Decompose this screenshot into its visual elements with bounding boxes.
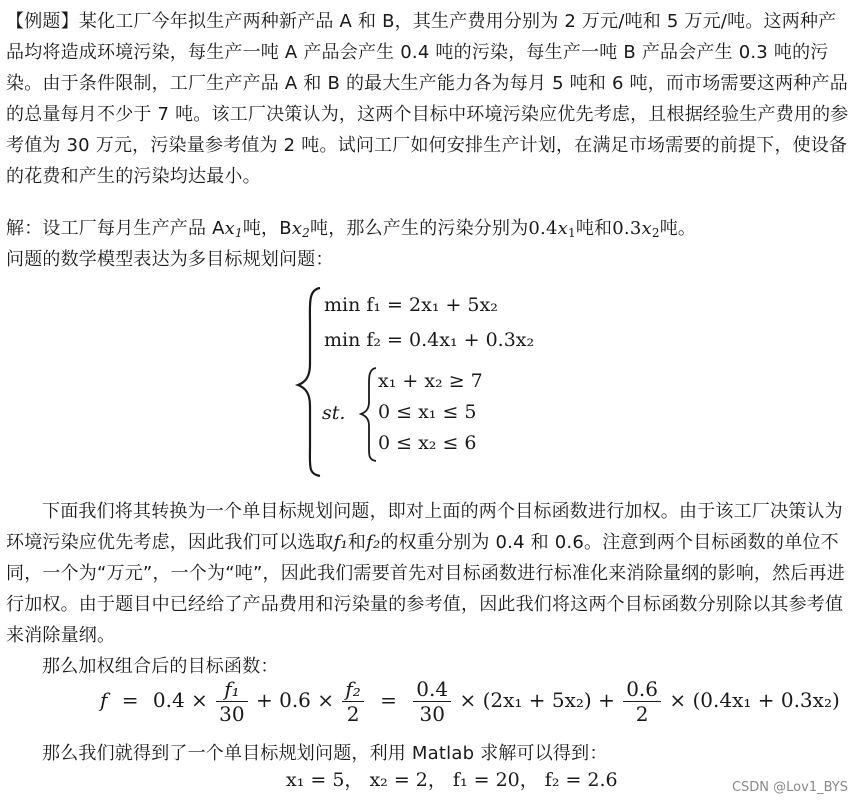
solution-intro-part: 吨和	[575, 218, 613, 239]
discussion-text: 的权重分别为 0.4 和 0.6。注意到两个目标函数的单位不同，一个为“万元”，一个为“吨”，因此我们需要首先对目标函数进行标准化来消除量纲的影响，然后再进行加权。由于题目中已经给了产品费用和污染量的参考值，因此我们将这两个目标函数分别除以其参考值来消除量纲。	[6, 532, 845, 646]
formula-term-1: × (2x₁ + 5x₂) +	[459, 688, 615, 712]
fraction-denominator: 2	[635, 702, 649, 726]
formula-equals: =	[380, 688, 397, 712]
solution-intro-part: 吨，那么产生的污染分别为	[310, 218, 529, 239]
subject-to-label: st.	[322, 402, 346, 424]
outer-brace	[298, 288, 320, 476]
fraction-denominator: 30	[219, 702, 245, 726]
result-line: x₁ = 5， x₂ = 2， f₁ = 20， f₂ = 2.6	[286, 769, 618, 791]
formula-weight-1: 0.4 ×	[152, 688, 208, 712]
discussion-paragraph	[6, 496, 852, 651]
solution-intro-part: 解：设工厂每月生产产品 A	[6, 218, 225, 239]
fraction-numerator: 0.6	[623, 678, 661, 702]
fraction-numerator: 0.4	[413, 678, 451, 702]
optimization-system	[290, 284, 590, 479]
fraction-04-over-30	[413, 678, 451, 725]
objective-2: min f₂ = 0.4x₁ + 0.3x₂	[324, 329, 535, 351]
watermark: CSDN @Lov1_BYS	[731, 780, 848, 795]
fraction-06-over-2	[623, 678, 661, 725]
f2-symbol: f₂	[366, 532, 381, 553]
solution-intro-part: 吨。	[659, 218, 697, 239]
pollution-a-expr: $0.4x_1$	[528, 218, 576, 240]
discussion-text: 下面我们将其转换为一个单目标规划问题，即对上面的两个目标函数进行加权。由于该工厂决策认为环境污染应优先考虑，因此我们可以选取	[6, 501, 843, 553]
constraint-2: 0 ≤ x₁ ≤ 5	[378, 401, 477, 423]
problem-paragraph	[6, 6, 852, 192]
formula-lhs: f	[100, 688, 108, 712]
problem-text: 某化工厂今年拟生产两种新产品 A 和 B，其生产费用分别为 2 万元/吨和 5 万元/吨。这两种产品均将造成环境污染，每生产一吨 A 产品会产生 0.4 吨的污染，每生产一吨 B 产品会产生 0.3 吨的污染。由于条件限制，工厂生产产品 A 和 B 的最大生产能力各为每月 5 吨和 6 吨，而市场需要这两种产品的总量每月不少于 7 吨。该工厂决策认为，这两个目标中环境污染应优先考虑，且根据经验生产费用的参考值为 30 万元，污染量参考值为 2 吨。试问工厂如何安排生产计划，在满足市场需要的前提下，使设备的花费和产生的污染均达最小。	[6, 11, 849, 187]
pollution-b-expr: $0.3x_2$	[612, 218, 660, 240]
constraint-1: x₁ + x₂ ≥ 7	[378, 370, 483, 392]
fraction-denominator: 2	[346, 702, 360, 726]
objective-1: min f₁ = 2x₁ + 5x₂	[324, 294, 498, 316]
weighted-intro: 那么加权组合后的目标函数：	[42, 656, 279, 677]
inner-brace	[361, 368, 376, 461]
f1-symbol: f₁	[333, 532, 348, 553]
fraction-numerator: f₂	[342, 678, 363, 702]
problem-tag: 【例题】	[6, 11, 79, 32]
fraction-denominator: 30	[419, 702, 445, 726]
model-line: 问题的数学模型表达为多目标规划问题：	[6, 249, 334, 270]
formula-term-2: × (0.4x₁ + 0.3x₂)	[669, 688, 840, 712]
formula-weight-2: + 0.6 ×	[255, 688, 335, 712]
fraction-f2-over-2	[342, 678, 363, 725]
solution-intro-part: 吨，B	[242, 218, 292, 239]
weighted-objective-formula	[100, 678, 840, 734]
var-x1: $x_1$	[224, 218, 243, 240]
discussion-text: 和	[347, 532, 367, 553]
fraction-f1-over-30	[216, 678, 247, 725]
var-x2: $x_2$	[291, 218, 310, 240]
formula-equals: =	[121, 688, 139, 712]
constraint-3: 0 ≤ x₂ ≤ 6	[378, 432, 477, 454]
result-intro: 那么我们就得到了一个单目标规划问题，利用 Matlab 求解可以得到：	[42, 743, 608, 764]
fraction-numerator: f₁	[216, 678, 247, 702]
